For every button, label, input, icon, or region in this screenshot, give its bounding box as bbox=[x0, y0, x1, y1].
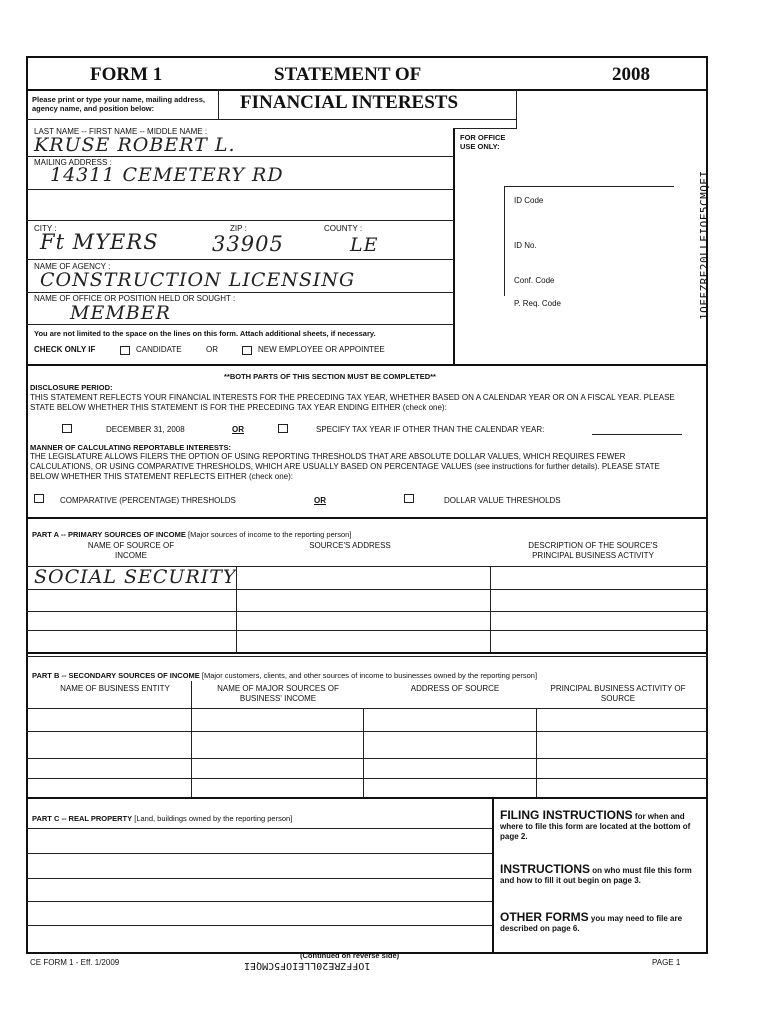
part-b-title-row bbox=[32, 672, 537, 681]
name-label: LAST NAME -- FIRST NAME -- MIDDLE NAME : bbox=[34, 127, 208, 136]
filing-instructions-text: for when and where to file this form are located at the bottom of page 2. bbox=[500, 812, 691, 841]
dollar-checkbox[interactable] bbox=[404, 494, 414, 503]
specify-label: SPECIFY TAX YEAR IF OTHER THAN THE CALENDAR YEAR: bbox=[316, 425, 545, 434]
candidate-checkbox[interactable] bbox=[120, 346, 130, 355]
or-label-3: OR bbox=[314, 496, 326, 505]
other-forms-heading: OTHER FORMS bbox=[500, 910, 589, 924]
part-a-col2: SOURCE'S ADDRESS bbox=[309, 541, 391, 550]
form-year: 2008 bbox=[612, 64, 650, 85]
both-parts-note: **BOTH PARTS OF THIS SECTION MUST BE COMPLETED** bbox=[224, 372, 436, 381]
print-note: Please print or type your name, mailing address, agency name, and position below: bbox=[32, 95, 205, 113]
other-forms bbox=[500, 912, 696, 934]
side-stamp: 1OFFZRE20LLEIOF5CMQEI bbox=[698, 170, 711, 320]
address-value[interactable]: 14311 CEMETERY RD bbox=[50, 164, 284, 186]
county-value[interactable]: LE bbox=[350, 234, 379, 256]
instructions bbox=[500, 864, 696, 886]
part-a-title: PART A -- PRIMARY SOURCES OF INCOME bbox=[32, 530, 186, 539]
footer-form-id: CE FORM 1 - Eff. 1/2009 bbox=[30, 958, 120, 967]
comparative-label: COMPARATIVE (PERCENTAGE) THRESHOLDS bbox=[60, 496, 236, 505]
footer-page: PAGE 1 bbox=[652, 958, 681, 967]
zip-value[interactable]: 33905 bbox=[212, 232, 284, 256]
agency-label: NAME OF AGENCY : bbox=[34, 262, 111, 271]
dec31-label: DECEMBER 31, 2008 bbox=[106, 425, 185, 434]
position-label: NAME OF OFFICE OR POSITION HELD OR SOUGHT : bbox=[34, 294, 236, 303]
or-label: OR bbox=[206, 345, 218, 354]
form-title-line1: STATEMENT OF bbox=[274, 64, 422, 85]
city-label: CITY : bbox=[34, 224, 57, 233]
part-c-subtitle: [Land, buildings owned by the reporting person] bbox=[134, 814, 293, 823]
instructions-text: on who must file this form and how to fill it out begin on page 3. bbox=[500, 866, 692, 885]
part-a-title-row bbox=[32, 531, 351, 540]
form-title-line2: FINANCIAL INTERESTS bbox=[240, 92, 459, 113]
agency-value[interactable]: CONSTRUCTION LICENSING bbox=[40, 269, 356, 291]
part-b-col4: PRINCIPAL BUSINESS ACTIVITY OF SOURCE bbox=[550, 684, 686, 703]
office-use-title: FOR OFFICE USE ONLY: bbox=[460, 133, 506, 151]
filing-instructions-heading: FILING INSTRUCTIONS bbox=[500, 808, 633, 822]
new-employee-label: NEW EMPLOYEE OR APPOINTEE bbox=[258, 345, 385, 354]
disclosure-period-text: THIS STATEMENT REFLECTS YOUR FINANCIAL INTERESTS FOR THE PRECEDING TAX YEAR, WHETHER BASED ON A CALENDAR YEAR OR ON A FISCAL YEAR. PLEASE STATE BELOW WHETHER THIS STATEMENT IS FOR THE PRECEDING TAX YEAR ENDING EITHER (check one): bbox=[30, 393, 675, 412]
part-b-col1: NAME OF BUSINESS ENTITY bbox=[60, 684, 170, 693]
part-b-subtitle: [Major customers, clients, and other sources of income to businesses owned by the reporting person] bbox=[201, 671, 538, 680]
other-forms-text: you may need to file are described on page 6. bbox=[500, 914, 683, 933]
comparative-checkbox[interactable] bbox=[34, 494, 44, 503]
check-only-if: CHECK ONLY IF bbox=[34, 345, 96, 354]
part-c-title: PART C -- REAL PROPERTY bbox=[32, 814, 133, 823]
part-a-row1-source[interactable]: SOCIAL SECURITY bbox=[34, 566, 237, 588]
candidate-label: CANDIDATE bbox=[136, 345, 182, 354]
form-number: FORM 1 bbox=[90, 64, 163, 85]
footer-continued: (Continued on reverse side) bbox=[300, 951, 400, 960]
part-b-col2: NAME OF MAJOR SOURCES OF BUSINESS' INCOME bbox=[217, 684, 339, 703]
footer-stamp: 1OFFZRE20LLEIOF5CMQEI bbox=[244, 960, 371, 971]
instructions-heading: INSTRUCTIONS bbox=[500, 862, 590, 876]
manner-title: MANNER OF CALCULATING REPORTABLE INTERESTS: bbox=[30, 443, 231, 452]
part-b-title: PART B -- SECONDARY SOURCES OF INCOME bbox=[32, 671, 200, 680]
county-label: COUNTY : bbox=[324, 224, 363, 233]
specify-checkbox[interactable] bbox=[278, 424, 288, 433]
manner-text: THE LEGISLATURE ALLOWS FILERS THE OPTION OF USING REPORTING THRESHOLDS THAT ARE ABSOLUTE DOLLAR VALUES, WHICH REQUIRES FEWER CALCULATIONS, OR USING COMPARATIVE THRESHOLDS, WHICH ARE USUALLY BASED ON PERCENTAGE VALUES (see instructions for further details). PLEASE STATE BELOW WHETHER THIS STATEMENT REFLECTS EITHER (check one): bbox=[30, 452, 660, 481]
id-code-label: ID Code bbox=[514, 196, 544, 205]
position-value[interactable]: MEMBER bbox=[70, 302, 171, 324]
zip-label: ZIP : bbox=[230, 224, 247, 233]
city-value[interactable]: Ft MYERS bbox=[40, 230, 159, 254]
new-employee-checkbox[interactable] bbox=[242, 346, 252, 355]
part-a-subtitle: [Major sources of income to the reporting person] bbox=[188, 530, 352, 539]
address-label: MAILING ADDRESS : bbox=[34, 158, 112, 167]
filing-instructions bbox=[500, 810, 696, 842]
part-c-title-row bbox=[32, 815, 292, 824]
space-note: You are not limited to the space on the lines on this form. Attach additional sheets, if necessary. bbox=[34, 329, 376, 338]
p-req-code-label: P. Req. Code bbox=[514, 299, 561, 308]
dec31-checkbox[interactable] bbox=[62, 424, 72, 433]
id-no-label: ID No. bbox=[514, 241, 537, 250]
part-a-col3: DESCRIPTION OF THE SOURCE'S PRINCIPAL BUSINESS ACTIVITY bbox=[528, 541, 658, 560]
part-a-col1: NAME OF SOURCE OF INCOME bbox=[87, 541, 175, 560]
or-label-2: OR bbox=[232, 425, 244, 434]
dollar-label: DOLLAR VALUE THRESHOLDS bbox=[444, 496, 561, 505]
disclosure-period-title: DISCLOSURE PERIOD: bbox=[30, 383, 113, 392]
part-b-col3: ADDRESS OF SOURCE bbox=[410, 684, 500, 693]
conf-code-label: Conf. Code bbox=[514, 276, 555, 285]
name-value[interactable]: KRUSE ROBERT L. bbox=[34, 134, 236, 156]
